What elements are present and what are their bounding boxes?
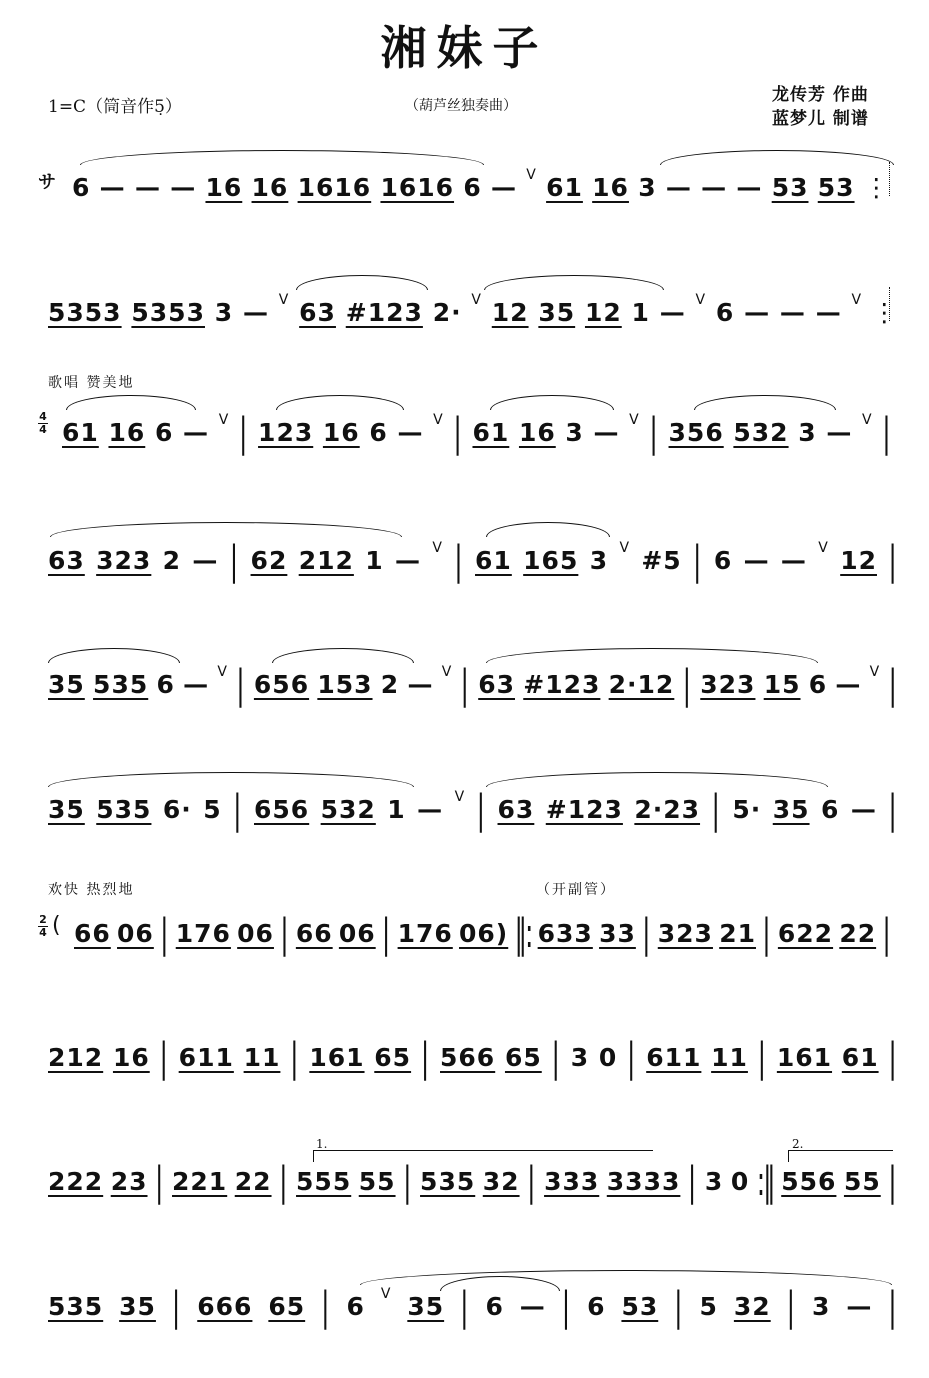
bar-line: |	[171, 1283, 182, 1330]
time-signature-top: 4	[39, 410, 47, 423]
note-group: 6	[715, 298, 735, 327]
note-group: #123	[345, 298, 423, 327]
note-group: 06	[338, 919, 376, 948]
note-group: 11	[243, 1043, 281, 1072]
note-group: 35	[48, 670, 85, 699]
note-group: 566	[440, 1043, 496, 1072]
dash-extension: —	[846, 1292, 873, 1321]
breath-mark: V	[851, 292, 863, 308]
repeat-sign: ‖:	[514, 910, 532, 957]
bar-line: |	[420, 1034, 431, 1081]
note-group: 16	[108, 418, 146, 447]
note-group: 66	[295, 919, 333, 948]
bar-line: |	[551, 1034, 561, 1081]
note-group: 65	[504, 1043, 542, 1072]
phrase-slur	[490, 395, 614, 410]
note-group: 1616	[380, 173, 455, 202]
note-group: 6	[369, 418, 388, 447]
note-group: 23	[110, 1167, 148, 1196]
note-group: 3	[589, 546, 609, 575]
volta-second-ending: 2.	[792, 1137, 804, 1151]
dash-extension: —	[407, 670, 434, 699]
free-tempo-sign: サ	[38, 172, 56, 193]
bar-line: |	[642, 910, 652, 957]
note-group: 2	[380, 670, 400, 699]
note-group: 3	[565, 418, 584, 447]
phrase-slur	[276, 395, 404, 410]
time-signature-top: 2	[39, 913, 47, 926]
score-row-6	[48, 787, 898, 835]
time-signature-4-4	[38, 411, 48, 436]
bar-line: |	[762, 910, 772, 957]
phrase-slur	[694, 395, 836, 410]
note-group: 55	[843, 1167, 881, 1196]
note-group: 2·12	[608, 670, 675, 699]
dash-extension: —	[780, 546, 807, 575]
note-group: 323	[96, 546, 152, 575]
time-signature-2-4	[38, 914, 48, 939]
bar-line: |	[460, 1283, 470, 1330]
row-end-marker	[889, 287, 890, 321]
dash-extension: —	[183, 418, 210, 447]
score-row-3	[62, 410, 892, 458]
note-group: 611	[178, 1043, 234, 1072]
note-group: 212	[298, 546, 354, 575]
note-group: 15	[763, 670, 801, 699]
note-group: 1616	[297, 173, 372, 202]
note-group: 1	[387, 795, 406, 824]
note-group: 12	[840, 546, 877, 575]
note-group: 656	[253, 670, 310, 699]
note-group: 2	[162, 546, 182, 575]
note-group: 16	[322, 418, 360, 447]
breath-mark: V	[471, 292, 482, 308]
bar-line: |	[674, 1283, 684, 1330]
note-group: 63	[48, 546, 85, 575]
note-group: 161	[309, 1043, 365, 1072]
bar-line: |	[888, 1034, 898, 1081]
phrase-slur	[660, 150, 894, 165]
subtitle: （葫芦丝独奏曲）	[405, 98, 517, 114]
note-group: 221	[172, 1167, 228, 1196]
composer-credit: 龙传芳 作曲	[772, 85, 869, 105]
bar-line: |	[888, 537, 898, 584]
note-group: 0	[730, 1167, 750, 1196]
breath-mark: V	[454, 789, 466, 805]
dash-extension: —	[743, 546, 770, 575]
dash-extension: —	[659, 298, 686, 327]
note-group: 532	[320, 795, 376, 824]
phrase-slur	[50, 522, 402, 537]
note-group: 16	[205, 173, 243, 202]
phrase-slur	[486, 772, 828, 787]
notes	[62, 409, 892, 456]
note-group: 11	[711, 1043, 748, 1072]
notes	[48, 786, 898, 833]
note-group: 22	[234, 1167, 272, 1196]
note-group: 6	[808, 670, 828, 699]
breath-mark: V	[217, 664, 228, 680]
time-signature-bottom: 4	[39, 926, 47, 939]
bar-line: |	[527, 1158, 537, 1205]
phrase-slur	[484, 275, 664, 290]
note-group: 3333	[606, 1167, 681, 1196]
bar-line: |	[627, 1034, 637, 1081]
breath-mark: V	[218, 412, 230, 428]
note-group: 66	[74, 919, 111, 948]
intro-open-parenthesis: (	[52, 913, 61, 938]
notes	[48, 1158, 898, 1205]
bar-line: |	[882, 910, 892, 957]
note-group: 222	[48, 1167, 104, 1196]
note-group: 2·23	[634, 795, 701, 824]
breath-mark: V	[433, 412, 444, 428]
note-group: 06)	[459, 919, 509, 948]
notes	[74, 910, 892, 957]
bar-line: |	[476, 786, 487, 833]
note-group: 32	[482, 1167, 520, 1196]
dash-extension: —	[490, 173, 517, 202]
score-row-10	[48, 1284, 898, 1332]
arranger-credit: 蓝梦儿 制谱	[772, 109, 869, 129]
note-group: 323	[700, 670, 756, 699]
note-group: 35	[48, 795, 85, 824]
note-group: 5353	[131, 298, 205, 327]
note-group: 33	[599, 919, 636, 948]
breath-mark: V	[629, 412, 640, 428]
note-group: 633	[537, 919, 593, 948]
row-end-dotted-bar: ⋮	[863, 173, 890, 202]
dash-extension: —	[99, 173, 126, 202]
note-group: 35	[407, 1292, 445, 1321]
note-group: 153	[317, 670, 373, 699]
note-group: 63	[497, 795, 535, 824]
bar-line: |	[682, 661, 693, 708]
breath-mark: V	[441, 664, 453, 680]
note-group: 12	[491, 298, 529, 327]
bar-line: |	[403, 1158, 413, 1205]
notes	[48, 1034, 898, 1081]
notes	[48, 661, 898, 708]
breath-mark: V	[862, 412, 873, 428]
phrase-slur	[360, 1270, 892, 1285]
note-group: 5·	[732, 795, 762, 824]
bar-line: |	[649, 409, 659, 456]
breath-mark: V	[432, 540, 443, 556]
note-group: 6	[72, 173, 91, 202]
time-signature-bottom: 4	[39, 423, 47, 436]
score-row-8	[48, 1035, 898, 1083]
note-group: 35	[538, 298, 576, 327]
dash-extension: —	[183, 670, 210, 699]
note-group: 176	[175, 919, 231, 948]
phrase-slur	[48, 648, 180, 663]
dash-extension: —	[736, 173, 763, 202]
note-group: 35	[772, 795, 810, 824]
note-group: 656	[254, 795, 310, 824]
note-group: 535	[48, 1292, 104, 1321]
note-group: 6	[485, 1292, 504, 1321]
note-group: 61	[472, 418, 510, 447]
note-group: 6·	[162, 795, 192, 824]
note-group: 323	[657, 919, 713, 948]
note-group: 6	[821, 795, 840, 824]
bar-line: |	[159, 1034, 169, 1081]
note-group: #123	[523, 670, 601, 699]
note-group: 61	[62, 418, 99, 447]
note-group: 123	[258, 418, 314, 447]
dash-extension: —	[815, 298, 842, 327]
note-group: 3	[214, 298, 234, 327]
note-group: 61	[475, 546, 512, 575]
note-group: 5	[203, 795, 222, 824]
breath-mark: V	[869, 664, 881, 680]
note-group: 6	[463, 173, 482, 202]
note-group: 65	[268, 1292, 306, 1321]
volta-second-bracket	[788, 1150, 893, 1151]
dash-extension: —	[744, 298, 771, 327]
note-group: 65	[374, 1043, 412, 1072]
bar-line: |	[233, 786, 243, 833]
bar-line: |	[229, 537, 240, 584]
dash-extension: —	[665, 173, 692, 202]
breath-mark: V	[526, 167, 537, 183]
bar-line: |	[460, 661, 470, 708]
breath-mark: V	[278, 292, 290, 308]
note-group: 32	[733, 1292, 771, 1321]
note-group: #123	[545, 795, 623, 824]
tempo-marking-singing: 歌唱 赞美地	[48, 375, 135, 391]
dash-extension: —	[397, 418, 424, 447]
dash-extension: —	[134, 173, 161, 202]
note-group: 6	[154, 418, 174, 447]
bar-line: |	[238, 409, 249, 456]
phrase-slur	[80, 150, 484, 165]
note-group: 1	[631, 298, 650, 327]
breath-mark: V	[380, 1286, 392, 1302]
bar-line: |	[279, 1158, 289, 1205]
note-group: 3	[638, 173, 657, 202]
score-row-1	[72, 165, 890, 213]
note-group: 0	[598, 1043, 618, 1072]
note-group: 2·	[432, 298, 462, 327]
note-group: 55	[358, 1167, 396, 1196]
score-row-2	[48, 290, 898, 338]
score-row-7	[74, 911, 892, 959]
breath-mark: V	[619, 540, 631, 556]
note-group: 611	[646, 1043, 702, 1072]
dash-extension: —	[826, 418, 853, 447]
bar-line: |	[561, 1283, 572, 1330]
note-group: 22	[839, 919, 877, 948]
notes	[72, 167, 890, 202]
phrase-slur	[296, 275, 428, 290]
note-group: 3	[798, 418, 817, 447]
bar-line: |	[888, 786, 898, 833]
note-group: 12	[584, 298, 622, 327]
dash-extension: —	[192, 546, 219, 575]
note-group: 61	[546, 173, 583, 202]
breath-mark: V	[818, 540, 829, 556]
volta-first-ending: 1.	[316, 1137, 328, 1151]
note-group: 21	[719, 919, 756, 948]
score-row-9	[48, 1159, 898, 1207]
note-group: 535	[93, 670, 149, 699]
bar-line: |	[290, 1034, 300, 1081]
breath-mark: V	[695, 292, 707, 308]
bar-line: |	[321, 1283, 331, 1330]
phrase-slur	[66, 395, 196, 410]
bar-line: |	[155, 1158, 165, 1205]
bar-line: |	[888, 661, 898, 708]
key-signature: 1=C（筒音作5̣）	[48, 97, 182, 117]
note-group: 63	[478, 670, 515, 699]
notes	[48, 537, 898, 584]
note-group: #5	[641, 546, 682, 575]
note-group: 356	[668, 418, 724, 447]
bar-line: |	[882, 409, 892, 456]
bar-line: |	[711, 786, 721, 833]
note-group: 6	[346, 1292, 365, 1321]
bar-line: |	[453, 409, 463, 456]
bar-line: |	[693, 537, 703, 584]
bar-line: |	[757, 1034, 768, 1081]
note-group: 16	[112, 1043, 150, 1072]
note-group: 6	[713, 546, 733, 575]
note-group: 61	[841, 1043, 879, 1072]
bar-line: |	[280, 910, 290, 957]
dash-extension: —	[170, 173, 197, 202]
note-group: 16	[518, 418, 556, 447]
dash-extension: —	[519, 1292, 546, 1321]
volta-first-bracket	[313, 1150, 653, 1151]
note-group: 1	[365, 546, 384, 575]
notes	[48, 292, 898, 327]
note-group: 16	[251, 173, 289, 202]
dash-extension: —	[417, 795, 444, 824]
page-title: 湘妹子	[380, 21, 549, 75]
note-group: 06	[117, 919, 154, 948]
phrase-slur	[48, 772, 414, 787]
note-group: 35	[119, 1292, 156, 1321]
row-end-dotted-bar: ⋮	[871, 298, 898, 327]
note-group: 53	[771, 173, 809, 202]
note-group: 6	[587, 1292, 606, 1321]
note-group: 5353	[48, 298, 122, 327]
bar-line: |	[687, 1158, 698, 1205]
repeat-sign: :‖	[756, 1158, 774, 1205]
bar-line: |	[786, 1283, 797, 1330]
note-group: 532	[733, 418, 789, 447]
note-group: 176	[397, 919, 453, 948]
phrase-slur	[272, 648, 414, 663]
note-group: 622	[777, 919, 834, 948]
bar-line: |	[888, 1158, 898, 1205]
dash-extension: —	[242, 298, 269, 327]
note-group: 535	[96, 795, 152, 824]
row-end-marker	[889, 162, 890, 196]
note-group: 16	[592, 173, 629, 202]
dash-extension: —	[835, 670, 862, 699]
note-group: 6	[156, 670, 175, 699]
note-group: 333	[544, 1167, 600, 1196]
note-group: 62	[250, 546, 288, 575]
phrase-slur	[486, 522, 610, 537]
bar-line: |	[236, 661, 246, 708]
phrase-slur	[486, 648, 818, 663]
dash-extension: —	[593, 418, 620, 447]
note-group: 165	[523, 546, 579, 575]
bar-line: |	[888, 1283, 898, 1330]
note-group: 53	[817, 173, 855, 202]
notes	[48, 1283, 898, 1330]
note-group: 5	[699, 1292, 718, 1321]
dash-extension: —	[850, 795, 877, 824]
secondary-pipe-marking: （开副管）	[536, 882, 616, 898]
note-group: 555	[296, 1167, 352, 1196]
score-row-5	[48, 662, 898, 710]
score-row-4	[48, 538, 898, 586]
note-group: 3	[812, 1292, 831, 1321]
bar-line: |	[454, 537, 464, 584]
dash-extension: —	[779, 298, 806, 327]
note-group: 3	[570, 1043, 590, 1072]
tempo-marking-lively: 欢快 热烈地	[48, 882, 135, 898]
note-group: 556	[781, 1167, 837, 1196]
bar-line: |	[160, 910, 170, 957]
note-group: 3	[704, 1167, 724, 1196]
dash-extension: —	[394, 546, 421, 575]
note-group: 06	[237, 919, 274, 948]
note-group: 535	[420, 1167, 476, 1196]
note-group: 212	[48, 1043, 104, 1072]
note-group: 53	[621, 1292, 659, 1321]
note-group: 666	[197, 1292, 253, 1321]
note-group: 161	[776, 1043, 833, 1072]
note-group: 63	[299, 298, 336, 327]
dash-extension: —	[701, 173, 728, 202]
bar-line: |	[381, 910, 392, 957]
